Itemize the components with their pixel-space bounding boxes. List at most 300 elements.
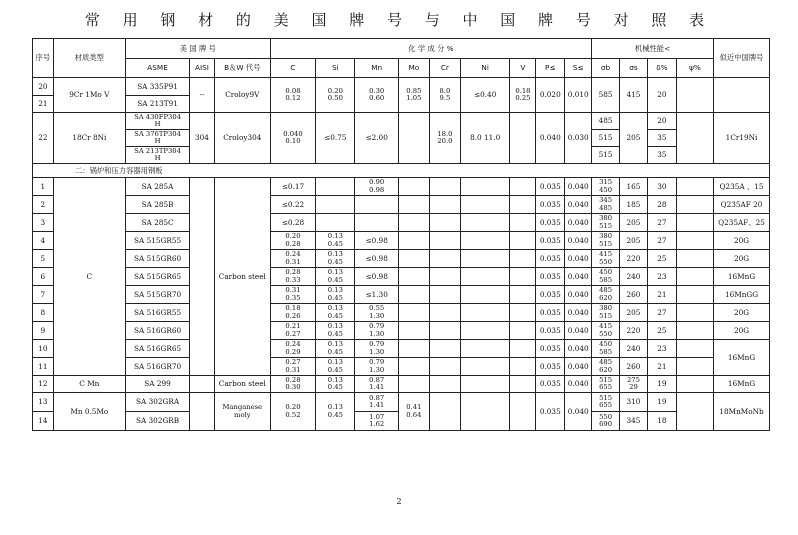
v-value [510,286,536,304]
row-no: 7 [33,286,54,304]
s-value: 0.040 [565,393,592,431]
si-value: 0.13 0.45 [316,376,355,393]
table-row [33,304,770,322]
si-value: 0.13 0.45 [316,250,355,268]
asme-grade: SA 285A [126,178,190,196]
header-mechanical: 机械性能< [592,39,714,59]
psi-value [676,304,713,322]
cr-value [429,304,460,322]
table-row [33,340,770,358]
s-value: 0.040 [565,250,592,268]
section-heading: 二：锅炉和压力容器用钢板 [33,164,770,178]
sigma-b-value: 515 655 [592,393,620,412]
mn-value: 0.90 0.98 [355,178,398,196]
c-value: ≤0.17 [270,178,315,196]
header-s: S≤ [565,59,592,78]
row-no: 1 [33,178,54,196]
sigma-b-value: 515 655 [592,376,620,393]
ni-value [460,393,510,431]
psi-value [676,78,713,113]
bw-code: Carbon steel [214,376,270,393]
c-value: ≤0.22 [270,196,315,214]
cr-value: 18.0 20.0 [429,113,460,164]
row-no: 6 [33,268,54,286]
s-value: 0.040 [565,232,592,250]
mo-value [398,178,429,196]
si-value [316,196,355,214]
mn-value: ≤1.30 [355,286,398,304]
header-delta: δ% [647,59,676,78]
sigma-b-value: 380 515 [592,304,620,322]
aisi-grade: 304 [190,113,215,164]
cr-value [429,358,460,376]
table-row [33,268,770,286]
delta-value: 20 [647,78,676,113]
page-number: 2 [396,497,402,506]
ni-value [460,196,510,214]
header-mo: Mo [398,59,429,78]
material-type: C [53,178,125,376]
cn-grade: 18MnMoNb [714,393,770,431]
p-value: 0.035 [536,250,565,268]
sigma-s-value: 220 [620,250,648,268]
si-value: 0.13 0.45 [316,232,355,250]
p-value: 0.035 [536,358,565,376]
si-value: 0.13 0.45 [316,393,355,431]
delta-value: 20 [647,113,676,130]
mn-value [355,196,398,214]
p-value: 0.035 [536,178,565,196]
mo-value [398,358,429,376]
mo-value [398,286,429,304]
s-value: 0.040 [565,304,592,322]
cr-value [429,214,460,232]
aisi-grade [190,393,215,431]
delta-value: 19 [647,376,676,393]
header-si: Si [316,59,355,78]
s-value: 0.040 [565,178,592,196]
asme-grade: SA 299 [126,376,190,393]
sigma-b-value: 550 690 [592,412,620,431]
mn-value: 0.79 1.30 [355,340,398,358]
si-value: 0.20 0.50 [316,78,355,113]
v-value [510,322,536,340]
sigma-b-value: 485 [592,113,620,130]
mn-value: ≤0.98 [355,268,398,286]
cn-grade: 16MnG [714,268,770,286]
delta-value: 35 [647,130,676,147]
cn-grade: Q235AF、25 [714,214,770,232]
ni-value [460,358,510,376]
asme-grade: SA 213TP304 H [126,147,190,164]
cn-grade: 16MnG [714,340,770,376]
material-type: C Mn [53,376,125,393]
row-no: 21 [33,96,54,113]
delta-value: 35 [647,147,676,164]
p-value: 0.035 [536,196,565,214]
v-value [510,393,536,431]
row-no: 14 [33,412,54,431]
header-sigma-b: σb [592,59,620,78]
cr-value [429,232,460,250]
psi-value [676,178,713,196]
asme-grade: SA 285B [126,196,190,214]
mn-value: 1.07 1.62 [355,412,398,431]
c-value: 0.24 0.29 [270,340,315,358]
sigma-s-value: 345 [620,412,648,431]
row-no: 2 [33,196,54,214]
sigma-s-value: 205 [620,214,648,232]
mo-value [398,232,429,250]
cr-value [429,322,460,340]
cn-grade: 16MnG [714,376,770,393]
psi-value [676,214,713,232]
asme-grade: SA 213T91 [126,96,190,113]
c-value: 0.08 0.12 [270,78,315,113]
c-value: 0.28 0.30 [270,376,315,393]
psi-value [676,358,713,376]
sigma-b-value: 450 585 [592,340,620,358]
psi-value [676,340,713,358]
sigma-b-value: 345 485 [592,196,620,214]
cr-value [429,340,460,358]
table-row [33,232,770,250]
row-no: 9 [33,322,54,340]
ni-value [460,178,510,196]
mn-value: 0.30 0.60 [355,78,398,113]
header-mn: Mn [355,59,398,78]
mn-value: ≤2.00 [355,113,398,164]
c-value: 0.040 0.10 [270,113,315,164]
sigma-b-value: 515 [592,130,620,147]
ni-value [460,268,510,286]
c-value: 0.18 0.26 [270,304,315,322]
mo-value [398,304,429,322]
p-value: 0.035 [536,214,565,232]
delta-value: 21 [647,286,676,304]
sigma-s-value: 260 [620,358,648,376]
mn-value [355,214,398,232]
aisi-grade [190,178,215,376]
p-value: 0.035 [536,376,565,393]
s-value: 0.040 [565,196,592,214]
asme-grade: SA 335P91 [126,78,190,96]
bw-code: Carbon steel [214,178,270,376]
row-no: 3 [33,214,54,232]
ni-value [460,286,510,304]
sigma-s-value: 275 29 [620,376,648,393]
mo-value: 0.85 1.05 [398,78,429,113]
delta-value: 25 [647,322,676,340]
v-value [510,250,536,268]
si-value: 0.13 0.45 [316,322,355,340]
si-value: 0.13 0.45 [316,340,355,358]
cn-grade: Q235AF 20 [714,196,770,214]
row-no: 10 [33,340,54,358]
p-value: 0.035 [536,286,565,304]
asme-grade: SA 302GRB [126,412,190,431]
cr-value [429,268,460,286]
header-material-type: 材质类型 [53,39,125,78]
row-no: 20 [33,78,54,96]
header-p: P≤ [536,59,565,78]
ni-value [460,322,510,340]
v-value: 0.18 0.25 [510,78,536,113]
asme-grade: SA 516GR65 [126,340,190,358]
psi-value [676,268,713,286]
delta-value: 21 [647,358,676,376]
delta-value: 23 [647,268,676,286]
cn-grade [714,78,770,113]
cn-grade: Q235A 、15 [714,178,770,196]
s-value: 0.040 [565,322,592,340]
si-value: ≤0.75 [316,113,355,164]
bw-code: Manganese moly [214,393,270,431]
mo-value: 0.41 0.64 [398,393,429,431]
header-c: C [270,59,315,78]
v-value [510,178,536,196]
sigma-s-value: 260 [620,286,648,304]
mn-value: 0.79 1.30 [355,358,398,376]
asme-grade: SA 376TP304 H [126,130,190,147]
table-row [33,178,770,196]
cn-grade: 20G [714,322,770,340]
mo-value [398,196,429,214]
delta-value: 25 [647,250,676,268]
cn-grade: 20G [714,304,770,322]
ni-value [460,232,510,250]
ni-value [460,214,510,232]
p-value: 0.035 [536,232,565,250]
si-value: 0.13 0.45 [316,286,355,304]
header-asme: ASME [126,59,190,78]
material-type: 9Cr 1Mo V [53,78,125,113]
mo-value [398,113,429,164]
c-value: 0.24 0.31 [270,250,315,268]
c-value: 0.21 0.27 [270,322,315,340]
table-row [33,358,770,376]
v-value [510,214,536,232]
cn-grade: 20G [714,232,770,250]
ni-value [460,376,510,393]
sigma-s-value: 415 [620,78,648,113]
aisi-grade: -- [190,78,215,113]
cr-value [429,286,460,304]
delta-value: 27 [647,232,676,250]
sigma-b-value: 450 585 [592,268,620,286]
aisi-grade [190,376,215,393]
sigma-s-value: 165 [620,178,648,196]
s-value: 0.030 [565,113,592,164]
mn-value: 0.55 1.30 [355,304,398,322]
sigma-s-value: 205 [620,304,648,322]
sigma-s-value: 240 [620,268,648,286]
cr-value [429,196,460,214]
s-value: 0.040 [565,340,592,358]
asme-grade: SA 516GR70 [126,358,190,376]
row-no: 8 [33,304,54,322]
psi-value [676,113,713,164]
sigma-b-value: 415 550 [592,322,620,340]
bw-code: Croloy304 [214,113,270,164]
sigma-s-value: 310 [620,393,648,412]
ni-value [460,340,510,358]
header-psi: ψ% [676,59,713,78]
c-value: 0.28 0.33 [270,268,315,286]
sigma-b-value: 315 450 [592,178,620,196]
sigma-s-value: 205 [620,232,648,250]
ni-value [460,250,510,268]
row-no: 13 [33,393,54,412]
sigma-s-value: 240 [620,340,648,358]
s-value: 0.040 [565,376,592,393]
v-value [510,268,536,286]
psi-value [676,196,713,214]
psi-value [676,393,713,431]
page-title: 常 用 钢 材 的 美 国 牌 号 与 中 国 牌 号 对 照 表 [84,11,714,29]
sigma-b-value: 585 [592,78,620,113]
p-value: 0.035 [536,304,565,322]
plate-rows [33,178,770,376]
mn-value: 0.87 1.41 [355,393,398,412]
table-row [33,322,770,340]
header-chemical: 化 学 成 分 % [270,39,591,59]
asme-grade: SA 515GR60 [126,250,190,268]
p-value: 0.035 [536,340,565,358]
mo-value [398,322,429,340]
asme-grade: SA 516GR55 [126,304,190,322]
mn-value: 0.79 1.30 [355,322,398,340]
row-no: 4 [33,232,54,250]
cn-grade: 20G [714,250,770,268]
v-value [510,304,536,322]
sigma-s-value: 205 [620,113,648,164]
s-value: 0.040 [565,214,592,232]
ni-value: 8.0 11.0 [460,113,510,164]
header-sigma-s: σs [620,59,648,78]
header-seq: 序号 [33,39,54,78]
row-no: 5 [33,250,54,268]
s-value: 0.040 [565,358,592,376]
delta-value: 27 [647,304,676,322]
v-value [510,340,536,358]
header-cr: Cr [429,59,460,78]
si-value: 0.13 0.45 [316,304,355,322]
table-row [33,286,770,304]
delta-value: 23 [647,340,676,358]
cr-value: 8.0 9.5 [429,78,460,113]
delta-value: 28 [647,196,676,214]
sigma-b-value: 485 620 [592,286,620,304]
asme-grade: SA 515GR65 [126,268,190,286]
psi-value [676,286,713,304]
c-value: 0.20 0.52 [270,393,315,431]
header-us-grade: 美 国 牌 号 [126,39,271,59]
header-bw: B＆W 代号 [214,59,270,78]
material-type: 18Cr 8Ni [53,113,125,164]
cn-grade: 16MnGG [714,286,770,304]
steel-grade-table [32,38,770,431]
sigma-b-value: 380 515 [592,232,620,250]
p-value: 0.035 [536,322,565,340]
delta-value: 27 [647,214,676,232]
delta-value: 18 [647,412,676,431]
asme-grade: SA 430FP304 H [126,113,190,130]
delta-value: 30 [647,178,676,196]
table-row [33,214,770,232]
mn-value: ≤0.98 [355,250,398,268]
cn-grade: 1Cr19Ni [714,113,770,164]
header-ni: Ni [460,59,510,78]
psi-value [676,232,713,250]
delta-value: 19 [647,393,676,412]
c-value: 0.27 0.31 [270,358,315,376]
material-type: Mn 0.5Mo [53,393,125,431]
asme-grade: SA 515GR70 [126,286,190,304]
mn-value: 0.87 1.41 [355,376,398,393]
asme-grade: SA 516GR60 [126,322,190,340]
v-value [510,196,536,214]
si-value [316,214,355,232]
sigma-s-value: 185 [620,196,648,214]
ni-value [460,304,510,322]
s-value: 0.040 [565,268,592,286]
sigma-s-value: 220 [620,322,648,340]
mn-value: ≤0.98 [355,232,398,250]
row-no: 11 [33,358,54,376]
cr-value [429,376,460,393]
table-row [33,250,770,268]
c-value: 0.20 0.28 [270,232,315,250]
mo-value [398,340,429,358]
mo-value [398,214,429,232]
s-value: 0.040 [565,286,592,304]
sigma-b-value: 380 515 [592,214,620,232]
p-value: 0.035 [536,393,565,431]
sigma-b-value: 515 [592,147,620,164]
asme-grade: SA 515GR55 [126,232,190,250]
ni-value: ≤0.40 [460,78,510,113]
p-value: 0.035 [536,268,565,286]
c-value: ≤0.28 [270,214,315,232]
header-v: V [510,59,536,78]
mo-value [398,250,429,268]
p-value: 0.020 [536,78,565,113]
row-no: 12 [33,376,54,393]
table-row [33,196,770,214]
s-value: 0.010 [565,78,592,113]
p-value: 0.040 [536,113,565,164]
cr-value [429,250,460,268]
sigma-b-value: 485 620 [592,358,620,376]
cr-value [429,393,460,431]
mo-value [398,268,429,286]
mo-value [398,376,429,393]
v-value [510,376,536,393]
v-value [510,232,536,250]
v-value [510,113,536,164]
psi-value [676,250,713,268]
sigma-b-value: 415 550 [592,250,620,268]
row-no: 22 [33,113,54,164]
header-aisi: AISI [190,59,215,78]
si-value [316,178,355,196]
psi-value [676,376,713,393]
cr-value [429,178,460,196]
asme-grade: SA 302GRA [126,393,190,412]
bw-code: Croloy9V [214,78,270,113]
v-value [510,358,536,376]
